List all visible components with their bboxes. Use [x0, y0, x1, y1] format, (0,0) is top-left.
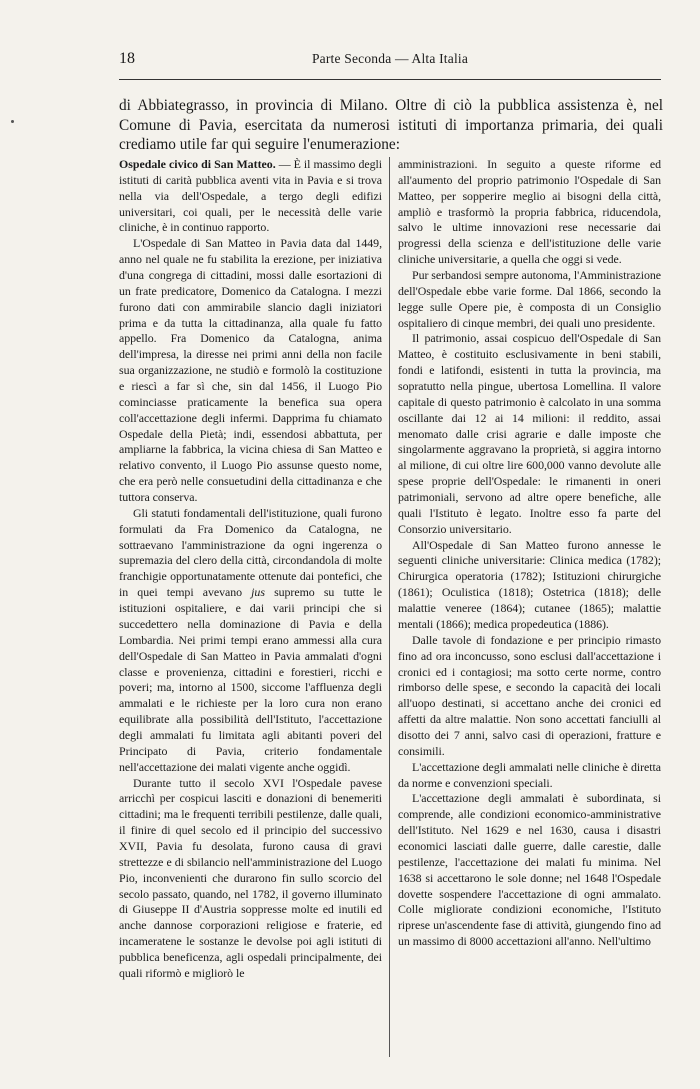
- section-title: Ospedale civico di San Matteo.: [119, 157, 276, 171]
- left-paragraph-1: [119, 157, 382, 236]
- right-paragraph-3: Il patrimonio, assai cospicuo dell'Ospedale di San Matteo, è costituito esclusivamente in beni stabili, fondi e latifondi, esistenti in tutta la provincia, ma sopratutto nella pingue, ubertosa Lomellina. Il valore capitale di questo patrimonio è calcolato in una somma oscillante dai 12 ai 14 milioni: il reddito, assai menomato dalle crisi agrarie e dalle imposte che singolarmente aggravano la proprietà, si aggira intorno al milione, di cui oltre lire 600,000 vanno devolute alle spese proprie dell'Ospedale: le rimanenti in oneri patrimoniali, servono ad altre opere benefiche, alle quali l'Istituto è legato. Inoltre esso fa parte del Consorzio universitario.: [398, 331, 661, 536]
- intro-paragraph: [119, 96, 663, 155]
- left-paragraph-3b: supremo su tutte le istituzioni ospitaliere, e dai varii principi che si succedettero nella dominazione di Pavia e della Lombardia. Nei primi tempi erano ammessi alla cura dell'Ospedale di San Matteo in Pavia ammalati d'ogni classe e provenienza, cittadini e forestieri, ricchi e poveri; ma, intorno al 1500, siccome l'affluenza degli ammalati e le richieste per la loro cura non erano equilibrate alla possibilità dell'Istituto, l'accettazione degli ammalati fu limitata agli abitanti poveri del Principato di Pavia, criterio fondamentale nell'accettazione dei malati vigente anche oggidì.: [119, 585, 382, 774]
- left-paragraph-3: [119, 506, 382, 776]
- right-paragraph-6: L'accettazione degli ammalati nelle cliniche è diretta da norme e convenzioni speciali.: [398, 759, 661, 790]
- header-rule: [119, 79, 661, 80]
- right-paragraph-7: L'accettazione degli ammalati è subordinata, si comprende, alle condizioni economico-amministrative dell'Istituto. Nel 1629 e nel 1630, causa i disastri economici lasciati dalle guerre, dalle carestie, dalle pestilenze, l'accettazione dei malati fu minima. Nel 1638 si accettarono le sole donne; nel 1648 l'Ospedale dovette sospendere l'accettazione di ogni ammalato. Colle migliorate condizioni economiche, l'Istituto riprese un'ascendente fase di attività, giungendo fino ad un massimo di 8000 accettazioni all'anno. Nell'ultimo: [398, 791, 661, 949]
- right-column: [398, 157, 661, 950]
- latin-term: jus: [251, 585, 265, 600]
- intro-text: di Abbiategrasso, in provincia di Milano. Oltre di ciò la pubblica assistenza è, nel Comune di Pavia, esercitata da numerosi istituti di importanza primaria, dei quali crediamo utile far qui seguire l'enumerazione:: [119, 97, 663, 154]
- right-paragraph-1: amministrazioni. In seguito a queste riforme ed all'aumento del proprio patrimonio l'Ospedale di San Matteo, per sopperire meglio ai bisogni della città, ampliò e trasformò la propria fabbrica, riducendola, salvo le ultime innovazioni rese necessarie dai progressi della scienza e dell'istituzione delle varie cliniche universitarie, a quella che oggi si vede.: [398, 157, 661, 267]
- right-paragraph-2: Pur serbandosi sempre autonoma, l'Amministrazione dell'Ospedale ebbe varie forme. Dal 1866, secondo la legge sulle Opere pie, è composta di un Consiglio ospitaliero di cinque membri, dei quali uno presidente.: [398, 268, 662, 330]
- left-column: [119, 157, 382, 982]
- left-paragraph-3a: Gli statuti fondamentali dell'istituzione, quali furono formulati da Fra Domenico da Catalogna, ne sottraevano l'amministrazione da ogni ingerenza o supremazia del clero della città, circondandola di molte franchigie opportunatamente ottenute dai pontefici, che in quei tempi avevano: [119, 505, 382, 600]
- margin-speck: [11, 120, 14, 123]
- running-title: Parte Seconda — Alta Italia: [311, 51, 469, 66]
- column-divider: [389, 157, 390, 1057]
- left-paragraph-1-text: — È il massimo degli istituti di carità pubblica aventi vita in Pavia e si trova nella via dell'Ospedale, a tergo degli edifizi universitari, coi quali, per le necessità delle varie cliniche, è in continuo rapporto.: [119, 157, 382, 235]
- left-paragraph-4: Durante tutto il secolo XVI l'Ospedale pavese arricchì per cospicui lasciti e donazioni di benemeriti cittadini; ma le frequenti terribili pestilenze, dalle quali, il finire di quel secolo ed il principio del successivo XVII, Pavia fu desolata, furono causa di gravi strettezze e di sbilancio nell'amministrazione del Luogo Pio, inconvenienti che durarono fin sullo scorcio del secolo passato, quando, nel 1782, il governo illuminato di Giuseppe II d'Austria soppresse molte ed inutili ed anche dannose corporazioni religiose e fraterie, ed incameratene le sostanze le devolse poi agli istituti di pubblica beneficenza, agli ospedali principalmente, dei quali riformò e migliorò le: [119, 775, 382, 980]
- page-number: 18: [119, 50, 135, 67]
- left-paragraph-2: L'Ospedale di San Matteo in Pavia data dal 1449, anno nel quale ne fu stabilita la erezione, per iniziativa d'una congrega di cittadini, mossi dalle esortazioni di un frate predicatore, Domenico da Catalogna. I mezzi furono dati con ammirabile slancio dagli iniziatori prima e da tutta la cittadinanza, alla quale fu fatto appello. Fra Domenico da Catalogna, anima dell'impresa, la diresse nei primi anni della non facile sua organizzazione, ne studiò e formolò la costituzione e riescì a far sì che, sin dal 1456, il Luogo Pio cominciasse praticamente la benefica sua opera coll'accettazione degli infermi. Dapprima fu chiamato Ospedale della Pietà; indi, essendosi abbattuta, per ampliarne la fabbrica, la vicina chiesa di San Matteo e relativo convento, il Luogo Pio assunse questo nome, che era però nelle consuetudini della cittadinanza e che tuttora conserva.: [119, 236, 382, 505]
- right-paragraph-5: Dalle tavole di fondazione e per principio rimasto fino ad ora inconcusso, sono esclusi dall'accettazione i cronici ed i contagiosi; ma sotto certe norme, contro rimborso delle spese, e secondo la capacità dei locali all'uopo destinati, si accettano anche dei cronici ed affetti da altre malattie. Non sono accettati fanciulli al disotto dei 7 anni, salvo casi di operazioni, fratture e consimili.: [398, 632, 661, 758]
- page-header: [119, 50, 661, 70]
- right-paragraph-4: All'Ospedale di San Matteo furono annesse le seguenti cliniche universitarie: Clinica medica (1782); Chirurgica operatoria (1782); Istituzioni chirurgiche (1861); Oculistica (1818); Ostetrica (1818); delle malattie veneree (1864); cutanee (1865); malattie mentali (1866); medica propedeutica (1886).: [398, 537, 661, 631]
